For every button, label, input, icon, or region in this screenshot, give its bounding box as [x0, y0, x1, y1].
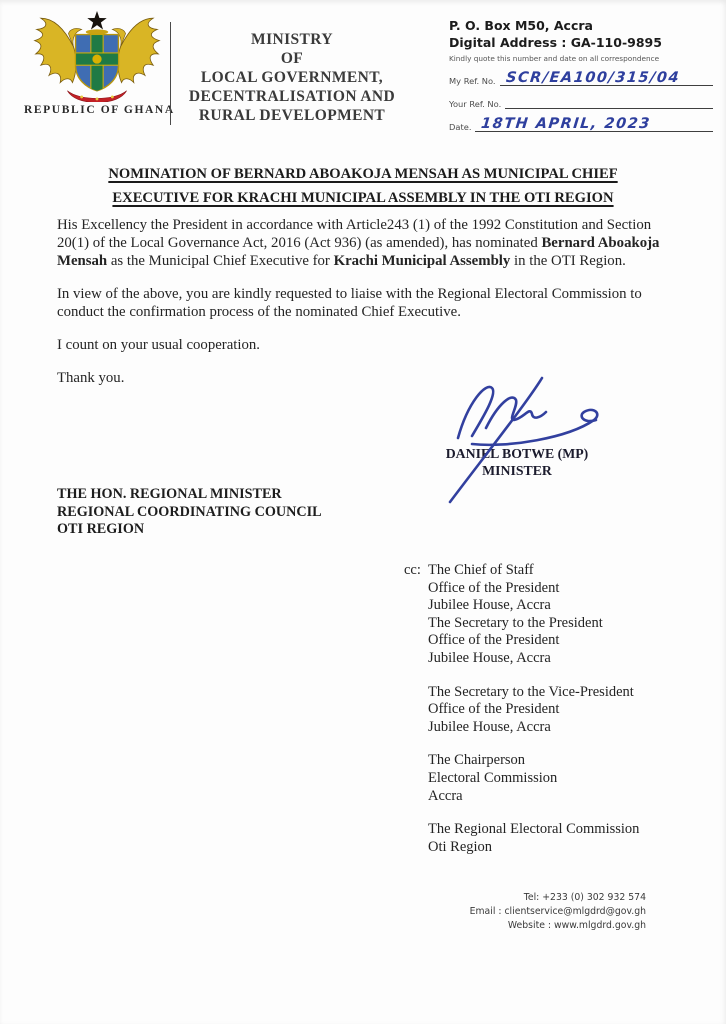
contact-block [449, 18, 713, 132]
cc-group [404, 752, 639, 805]
signatory-block [426, 446, 608, 479]
ghana-coat-of-arms [24, 10, 175, 116]
addressee-line-1: THE HON. REGIONAL MINISTER [57, 486, 282, 502]
ministry-title [176, 30, 408, 125]
my-ref-label: My Ref. No. [449, 76, 496, 86]
p1-text: as the Municipal Chief Executive for [107, 253, 334, 269]
eagle-left-icon [35, 18, 82, 82]
eagle-right-icon [112, 18, 159, 82]
cc-line: Accra [428, 787, 463, 804]
my-ref-handwritten-value: SCR/EA100/315/04 [504, 70, 681, 86]
cc-group [404, 615, 639, 668]
cc-line: Office of the President [428, 632, 560, 649]
your-ref-row [449, 95, 713, 109]
cc-group [404, 562, 639, 615]
cc-line: The Secretary to the President [428, 614, 603, 631]
date-row [449, 118, 713, 132]
footer-tel: Tel: +233 (0) 302 932 574 [523, 892, 646, 903]
cc-line: Oti Region [428, 838, 493, 855]
paragraph-1 [57, 216, 675, 270]
ministry-line: LOCAL GOVERNMENT, [200, 69, 384, 86]
cc-line: The Chairperson [428, 752, 526, 769]
paragraph-2: In view of the above, you are kindly requested to liaise with the Regional Electoral Commission to conduct the confirmation process of the nominated Chief Executive. [57, 286, 642, 320]
cc-line: Office of the President [428, 701, 560, 718]
footer-email: Email : clientservice@mlgdrd@gov.gh [469, 906, 646, 917]
closing: Thank you. [57, 370, 125, 386]
po-box: P. O. Box M50, Accra [449, 18, 593, 33]
date-handwritten-value: 18TH APRIL, 2023 [480, 116, 653, 132]
letter-body [57, 216, 675, 402]
cc-line: The Chief of Staff [428, 562, 534, 578]
cc-line: Office of the President [428, 579, 560, 596]
assembly-name: Krachi Municipal Assembly [333, 253, 511, 269]
cc-line: The Regional Electoral Commission [428, 821, 640, 838]
cc-line: Jubilee House, Accra [428, 718, 551, 735]
header-divider [170, 22, 171, 125]
signatory-name: DANIEL BOTWE (MP) [445, 446, 589, 461]
my-ref-row [449, 72, 713, 86]
cc-line: Electoral Commission [428, 769, 558, 786]
your-ref-line [505, 95, 713, 109]
black-star-icon [87, 11, 106, 30]
addressee-line-3: OTI REGION [57, 521, 145, 537]
cc-list [404, 562, 639, 856]
your-ref-label: Your Ref. No. [449, 99, 502, 109]
digital-address: Digital Address : GA-110-9895 [449, 34, 662, 50]
date-line [475, 118, 713, 132]
coat-of-arms-icon [29, 10, 165, 102]
subject-line-1: NOMINATION OF BERNARD ABOAKOJA MENSAH AS MUNICIPAL CHIEF [108, 166, 618, 182]
quote-note: Kindly quote this number and date on all correspondence [449, 54, 660, 63]
ministry-line: RURAL DEVELOPMENT [198, 107, 386, 124]
date-label: Date. [449, 122, 472, 132]
cc-group [404, 684, 639, 737]
cc-group [404, 821, 639, 856]
ministry-line: OF [280, 50, 304, 67]
subject-heading [53, 162, 673, 210]
my-ref-line [500, 72, 713, 86]
ministry-line: MINISTRY [251, 31, 333, 48]
cc-line: Jubilee House, Accra [428, 649, 551, 666]
ministry-line: DECENTRALISATION AND [188, 88, 396, 105]
p1-text: in the OTI Region. [510, 253, 626, 269]
subject-line-2: EXECUTIVE FOR KRACHI MUNICIPAL ASSEMBLY IN THE OTI REGION [112, 190, 614, 206]
p1-text: His Excellency the President in accordance with Article243 (1) of the 1992 Constitution and Section 20(1) of the Local Governance Act, 2016 (Act 936) (as amended), has nominated [57, 217, 652, 251]
footer-contacts [380, 891, 646, 933]
addressee-block [57, 486, 322, 539]
paragraph-3: I count on your usual cooperation. [57, 337, 260, 353]
nominee-name: Bernard Aboakoja Mensah [57, 235, 660, 269]
addressee-line-2: REGIONAL COORDINATING COUNCIL [57, 503, 322, 520]
emblem-caption: REPUBLIC OF GHANA [24, 104, 175, 116]
signatory-title: MINISTER [482, 462, 552, 478]
footer-website: Website : www.mlgdrd.gov.gh [507, 920, 646, 931]
cc-line: Jubilee House, Accra [428, 597, 551, 614]
cc-line: The Secretary to the Vice-President [428, 683, 634, 700]
cc-label: cc: [404, 562, 421, 578]
